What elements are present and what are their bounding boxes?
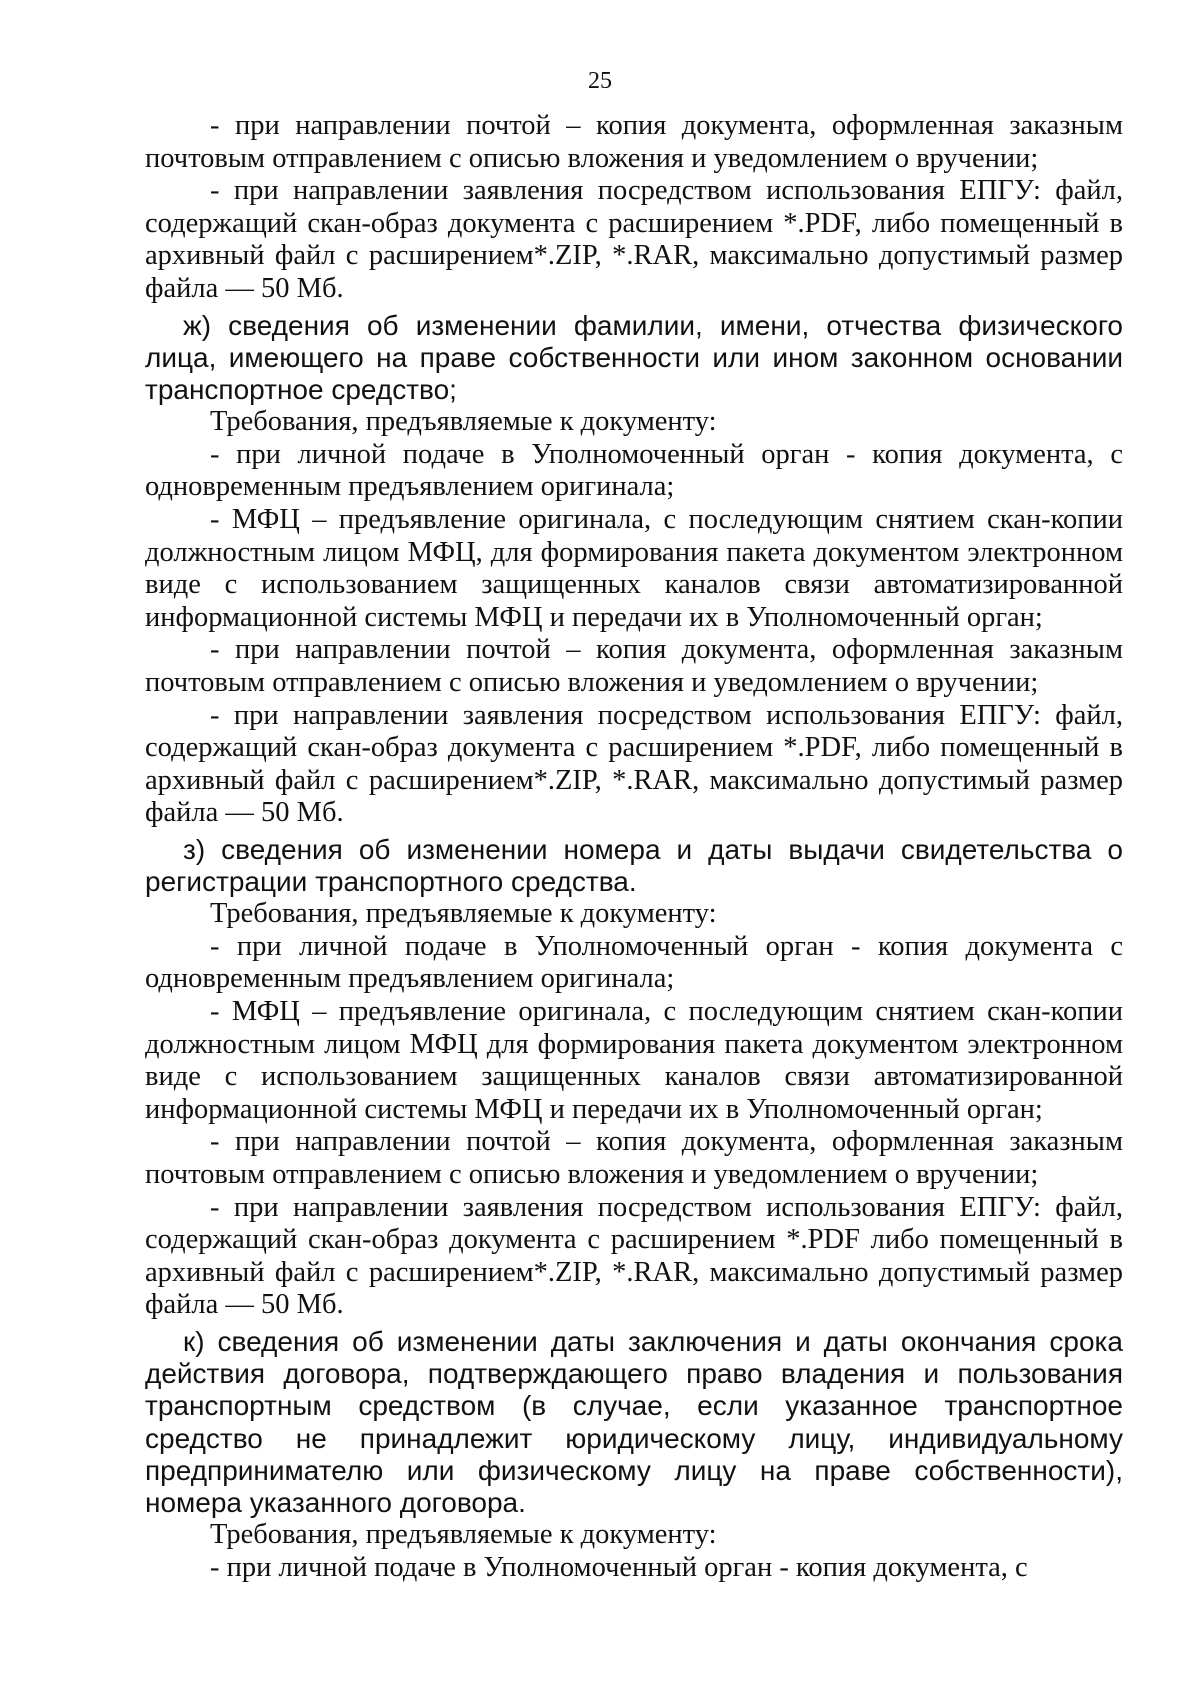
paragraph: - МФЦ – предъявление оригинала, с последующим снятием скан-копии должностным лицом МФЦ для формирования пакета документом электронном виде с использованием защищенных каналов связи автоматизированной информационной системы МФЦ и передачи их в Уполномоченный орган; <box>145 996 1123 1125</box>
paragraph: - при направлении заявления посредством использования ЕПГУ: файл, содержащий скан-образ документа с расширением *.PDF, либо помещенный в архивный файл с расширением*.ZIP, *.RAR, максимально допустимый размер файла — 50 Мб. <box>145 175 1123 304</box>
section-heading-z: з) сведения об изменении номера и даты выдачи свидетельства о регистрации транспортного средства. <box>145 833 1123 898</box>
paragraph: - при направлении заявления посредством использования ЕПГУ: файл, содержащий скан-образ документа с расширением *.PDF либо помещенный в архивный файл с расширением*.ZIP, *.RAR, максимально допустимый размер файла — 50 Мб. <box>145 1191 1123 1321</box>
document-body <box>145 110 1123 1584</box>
section-heading-zh: ж) сведения об изменении фамилии, имени, отчества физического лица, имеющего на праве собственности или ином законном основании транспортное средство; <box>145 309 1123 405</box>
paragraph: - при направлении почтой – копия документа, оформленная заказным почтовым отправлением с описью вложения и уведомлением о вручении; <box>145 634 1123 698</box>
paragraph: - при направлении почтой – копия документа, оформленная заказным почтовым отправлением с описью вложения и уведомлением о вручении; <box>145 1126 1123 1191</box>
paragraph: - при личной подаче в Уполномоченный орган - копия документа с одновременным предъявлением оригинала; <box>145 930 1123 995</box>
requirements-label: Требования, предъявляемые к документу: <box>210 1519 717 1551</box>
page-number: 25 <box>588 68 612 94</box>
requirements-label: Требования, предъявляемые к документу: <box>210 898 717 930</box>
section-heading-k: к) сведения об изменении даты заключения и даты окончания срока действия договора, подтверждающего право владения и пользования транспортным средством (в случае, если указанное транспортное средство не принадлежит юридическому лицу, индивидуальному предпринимателю или физическому лицу на праве собственности), номера указанного договора. <box>145 1326 1123 1519</box>
paragraph: - при личной подаче в Уполномоченный орган - копия документа, с одновременным предъявлением оригинала; <box>145 438 1123 503</box>
paragraph: - МФЦ – предъявление оригинала, с последующим снятием скан-копии должностным лицом МФЦ, для формирования пакета документом электронном виде с использованием защищенных каналов связи автоматизированной информационной системы МФЦ и передачи их в Уполномоченный орган; <box>145 503 1123 633</box>
paragraph: - при направлении заявления посредством использования ЕПГУ: файл, содержащий скан-образ документа с расширением *.PDF, либо помещенный в архивный файл с расширением*.ZIP, *.RAR, максимально допустимый размер файла — 50 Мб. <box>145 699 1123 829</box>
requirements-label: Требования, предъявляемые к документу: <box>210 406 717 438</box>
paragraph: - при направлении почтой – копия документа, оформленная заказным почтовым отправлением с описью вложения и уведомлением о вручении; <box>145 110 1123 174</box>
paragraph: - при личной подаче в Уполномоченный орган - копия документа, с <box>210 1551 1028 1583</box>
